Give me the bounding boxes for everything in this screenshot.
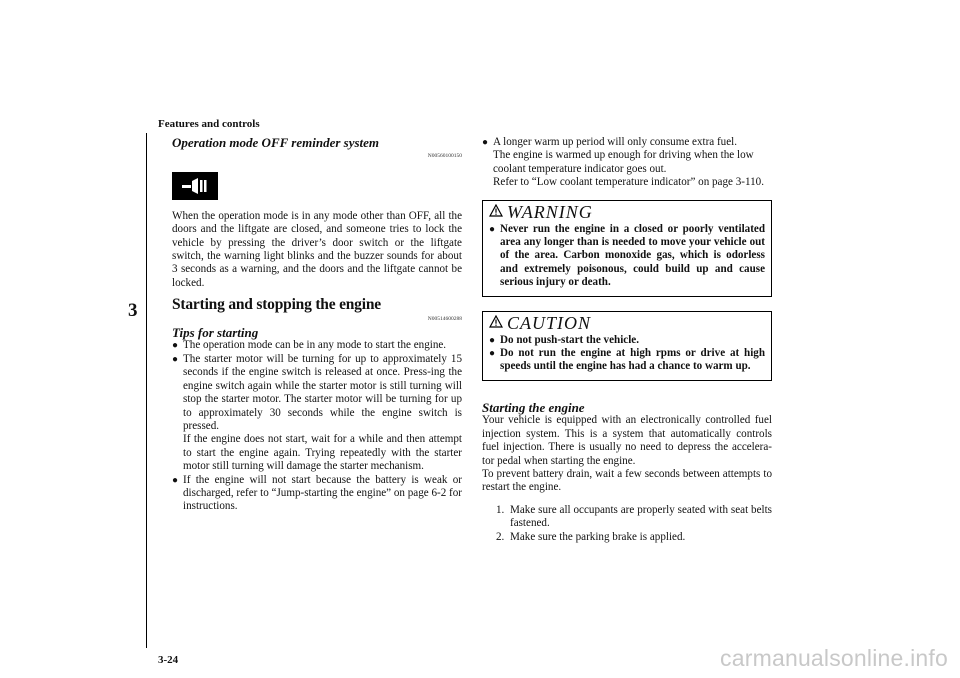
list-item: ● If the engine will not start because the battery is weak or discharged, refer to “Jump-starting the engine” on page 6-2 for instructions. (172, 473, 462, 513)
tips-title: Tips for starting (172, 325, 259, 341)
list-item: 1. Make sure all occupants are properly seated with seat belts fastened. (496, 503, 772, 530)
chapter-tab (126, 133, 147, 648)
list-item: ● Do not push-start the vehicle. (489, 333, 639, 346)
starting-engine-title: Starting the engine (482, 399, 585, 415)
list-item: ● Do not run the engine at high rpms or drive at high speeds until the engine has had a chance to warm up. (489, 347, 765, 373)
header-title: Features and controls (158, 118, 260, 130)
bullet-icon: ● (489, 223, 496, 235)
starting-engine-body-2: To prevent battery drain, wait a few seconds between attempts to restart the engine. (482, 467, 772, 494)
list-item: ● Never run the engine in a closed or poorly ventilated area any longer than is needed to move your vehicle out of the area. Carbon monoxide gas, which is odorless and extremely poisonous, could build up and cause serious injury or death. (489, 222, 765, 289)
left-column (172, 136, 462, 514)
starting-engine-body: Your vehicle is equipped with an electronically controlled fuel injection system. This is a system that automatically controls fuel injection. There is usually no need to depress the accelera-tor pedal when starting the engine. (482, 414, 772, 467)
list-item: ● The operation mode can be in any mode to start the engine. (172, 339, 447, 352)
section-code: N00560100150 (427, 153, 462, 160)
list-item: ● The starter motor will be turning for up to approximately 15 seconds if the engine switch is released at once. Press-ing the engine switch again while the starter motor is still turning will stop the starter motor. The starter motor will be turning for up to approximately 30 seconds while the engine switch is pressed. If the engine does not start, wait for a while and then attempt to start the engine again. Trying repeatedly with the starter motor still turning will damage the starter mechanism. (172, 352, 462, 473)
warning-box (482, 200, 772, 297)
list-item: ● A longer warm up period will only consume extra fuel. The engine is warmed up enough for driving when the low coolant temperature indicator goes out. Refer to “Low coolant temperature indicator” on page 3-110. (482, 136, 764, 189)
chapter-number: 3 (128, 300, 138, 321)
watermark: carmanualsonline.info (720, 645, 948, 671)
page-number: 3-24 (158, 654, 179, 666)
caution-triangle-icon (489, 315, 507, 332)
warning-label: WARNING (507, 201, 593, 222)
section-title-reminder: Operation mode OFF reminder system (172, 135, 380, 150)
bullet-icon: ● (482, 137, 489, 148)
reminder-body: When the operation mode is in any mode other than OFF, all the doors and the liftgate are closed, and someone tries to lock the vehicle by pressing the driver’s door switch or the liftgate switch, the warning light blinks and the buzzer sounds for about 3 seconds as a warning, and the doors and the liftgate cannot be locked. (172, 209, 462, 289)
warning-light-buzzer-icon (172, 172, 218, 200)
bullet-icon: ● (172, 353, 179, 365)
caution-box (482, 311, 772, 381)
bullet-icon: ● (172, 474, 179, 486)
bullet-icon: ● (172, 340, 179, 352)
right-column (482, 136, 772, 544)
section-code: N00514600288 (427, 315, 462, 322)
bullet-icon: ● (489, 334, 496, 346)
caution-label: CAUTION (507, 312, 592, 333)
warning-triangle-icon (489, 204, 507, 221)
bullet-icon: ● (489, 348, 496, 360)
section-title-starting: Starting and stopping the engine (172, 296, 381, 314)
list-item: 2. Make sure the parking brake is applied. (496, 530, 686, 543)
